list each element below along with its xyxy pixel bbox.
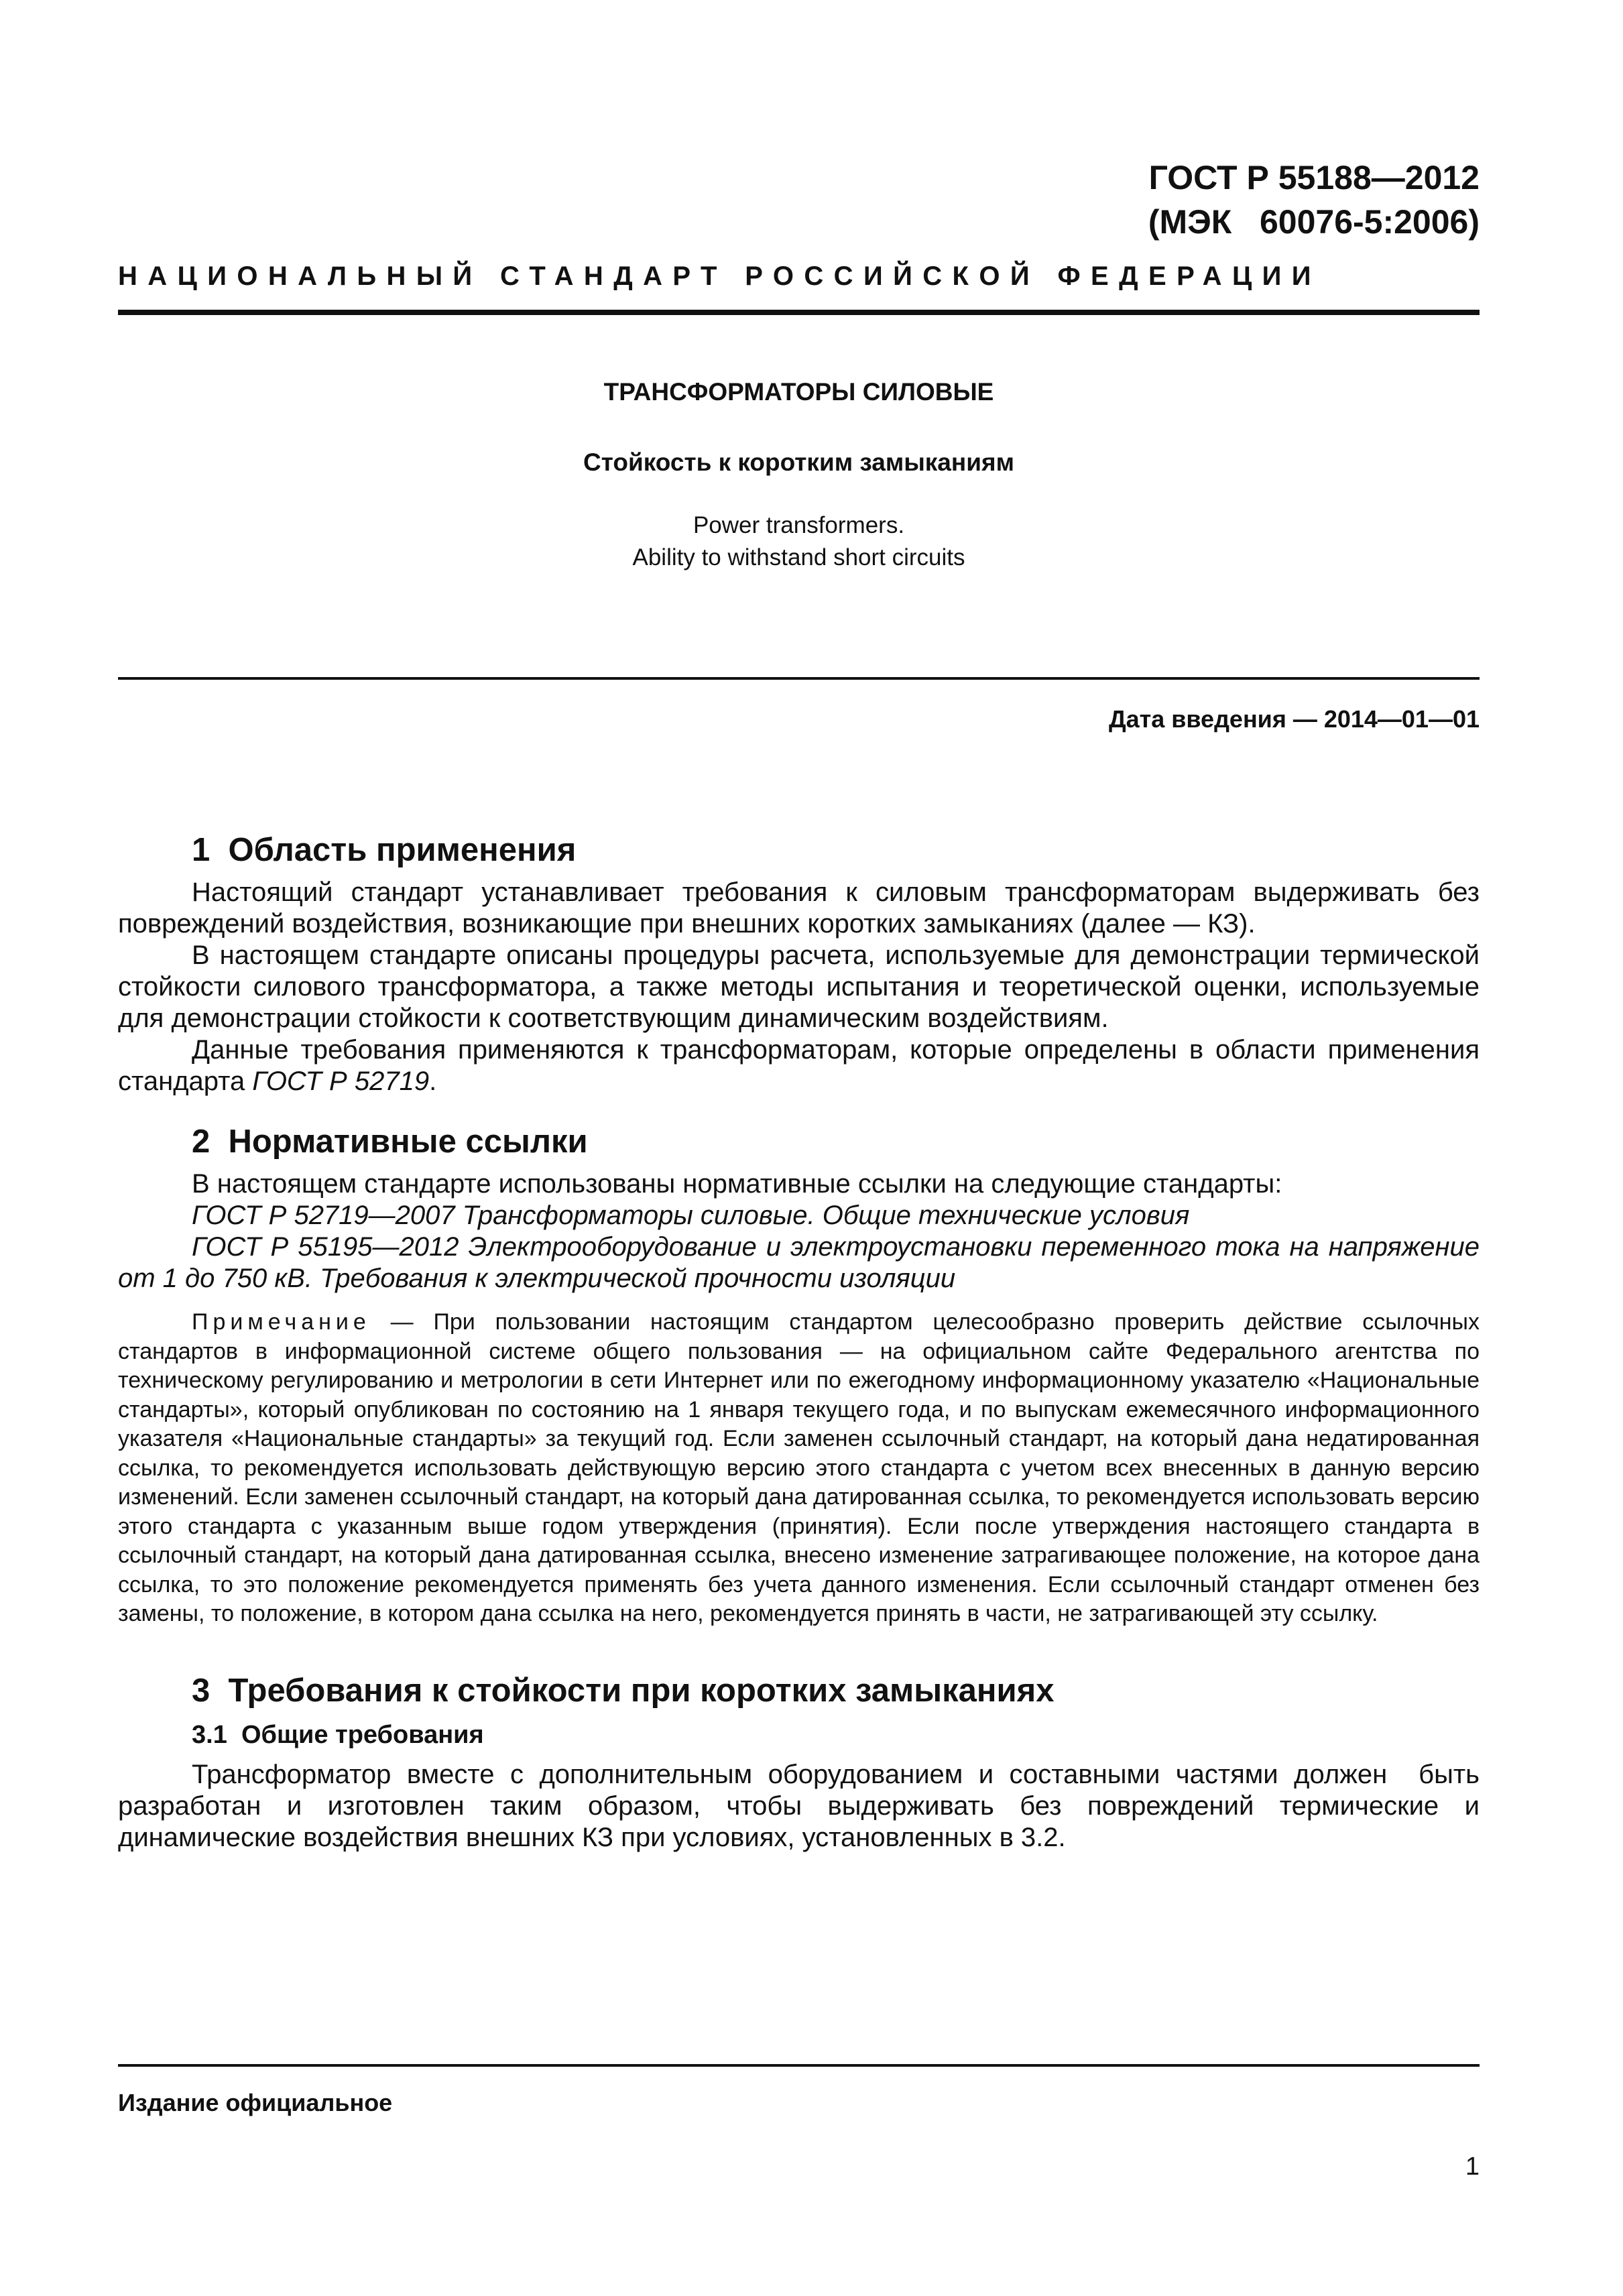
iec-number: (МЭК 60076-5:2006) (1148, 203, 1480, 241)
section-3-1-heading: 3.1 Общие требования (192, 1720, 484, 1749)
title-rule (118, 677, 1480, 680)
spacer (118, 1097, 1480, 1122)
document-title: ТРАНСФОРМАТОРЫ СИЛОВЫЕ (603, 378, 994, 406)
note-label: Примечание (192, 1309, 371, 1335)
normative-reference-1: ГОСТ Р 52719—2007 Трансформаторы силовые. Общие технические условия (192, 1201, 1190, 1230)
gost-52719-reference: ГОСТ Р 52719 (252, 1067, 430, 1096)
gost-number: ГОСТ Р 55188—2012 (1148, 159, 1480, 196)
spacer (118, 1629, 1480, 1671)
normative-reference-2: ГОСТ Р 55195—2012 Электрооборудование и электроустановки переменного тока на напряжение от 1 до 750 кВ. Требования к электрической прочности изоляции (118, 1232, 1480, 1293)
section-1-paragraph-2: В настоящем стандарте описаны процедуры расчета, используемые для демонстрации термической стойкости силового трансформатора, а также методы испытания и теоретической оценки, используемые для демонстрации стойкости к соответствующим динамическим воздействиям. (118, 941, 1480, 1033)
section-3-1-paragraph: Трансформатор вместе с дополнительным оборудованием и составными частями должен быть разработан и изготовлен таким образом, чтобы выдерживать без повреждений термические и динамические воздействия внешних КЗ при условиях, установленных в 3.2. (118, 1759, 1488, 1852)
introduction-date: Дата введения — 2014—01—01 (1108, 705, 1480, 733)
footer-rule (118, 2064, 1480, 2067)
section-2-intro: В настоящем стандарте использованы нормативные ссылки на следующие стандарты: (192, 1169, 1282, 1199)
official-edition-label: Издание официальное (118, 2089, 393, 2116)
section-2-heading: 2 Нормативные ссылки (192, 1124, 588, 1160)
section-1-paragraph-1: Настоящий стандарт устанавливает требования к силовым трансформаторам выдерживать без повреждений воздействия, возникающие при внешних коротких замыканиях (далее — КЗ). (118, 878, 1480, 939)
national-standard-banner: НАЦИОНАЛЬНЫЙ СТАНДАРТ РОССИЙСКОЙ ФЕДЕРАЦИИ (118, 261, 1321, 291)
note-text: — При пользовании настоящим стандартом целесообразно проверить действие ссылочных стандартов в информационной системе общего пользования — на официальном сайте Федерального агентства по техническому регулированию и метрологии в сети Интернет или по ежегодному информационному указателю «Национальные стандарты», который опубликован по состоянию на 1 января текущего года, и по выпускам ежемесячного информационного указателя «Национальные стандарты» за текущий год. Если заменен ссылочный стандарт, на который дана недатированная ссылка, то рекомендуется использовать действующую версию этого стандарта с учетом всех внесенных в данную версию изменений. Если заменен ссылочный стандарт, на который дана датированная ссылка, то рекомендуется использовать версию этого стандарта с указанным выше годом утверждения (принятия). Если после утверждения настоящего стандарта в ссылочный стандарт, на который дана датированная ссылка, внесено изменение затрагивающее положение, на которое дана ссылка, то это положение рекомендуется применять без учета данного изменения. Если ссылочный стандарт отменен без замены, то положение, в котором дана ссылка на него, рекомендуется принять в части, не затрагивающей эту ссылку. (118, 1309, 1480, 1626)
english-title-line1: Power transformers. (693, 512, 905, 538)
section-3-heading: 3 Требования к стойкости при коротких замыканиях (192, 1672, 1055, 1709)
english-title (118, 509, 1480, 574)
page-number: 1 (1465, 2153, 1480, 2181)
header-rule (118, 310, 1480, 315)
section-1-paragraph-3-text: Данные требования применяются к трансформаторам, которые определены в области применения стандарта (118, 1035, 1480, 1096)
section-1-paragraph-3 (118, 1034, 1480, 1097)
document-body (118, 830, 1488, 1854)
spacer (118, 1294, 1480, 1308)
standard-designation (1148, 156, 1480, 244)
section-2-note (118, 1308, 1480, 1629)
document-subtitle: Стойкость к коротким замыканиям (583, 448, 1014, 476)
section-1-paragraph-3-end: . (429, 1067, 437, 1096)
section-1-heading: 1 Область применения (192, 832, 577, 868)
english-title-line2: Ability to withstand short circuits (632, 544, 965, 570)
